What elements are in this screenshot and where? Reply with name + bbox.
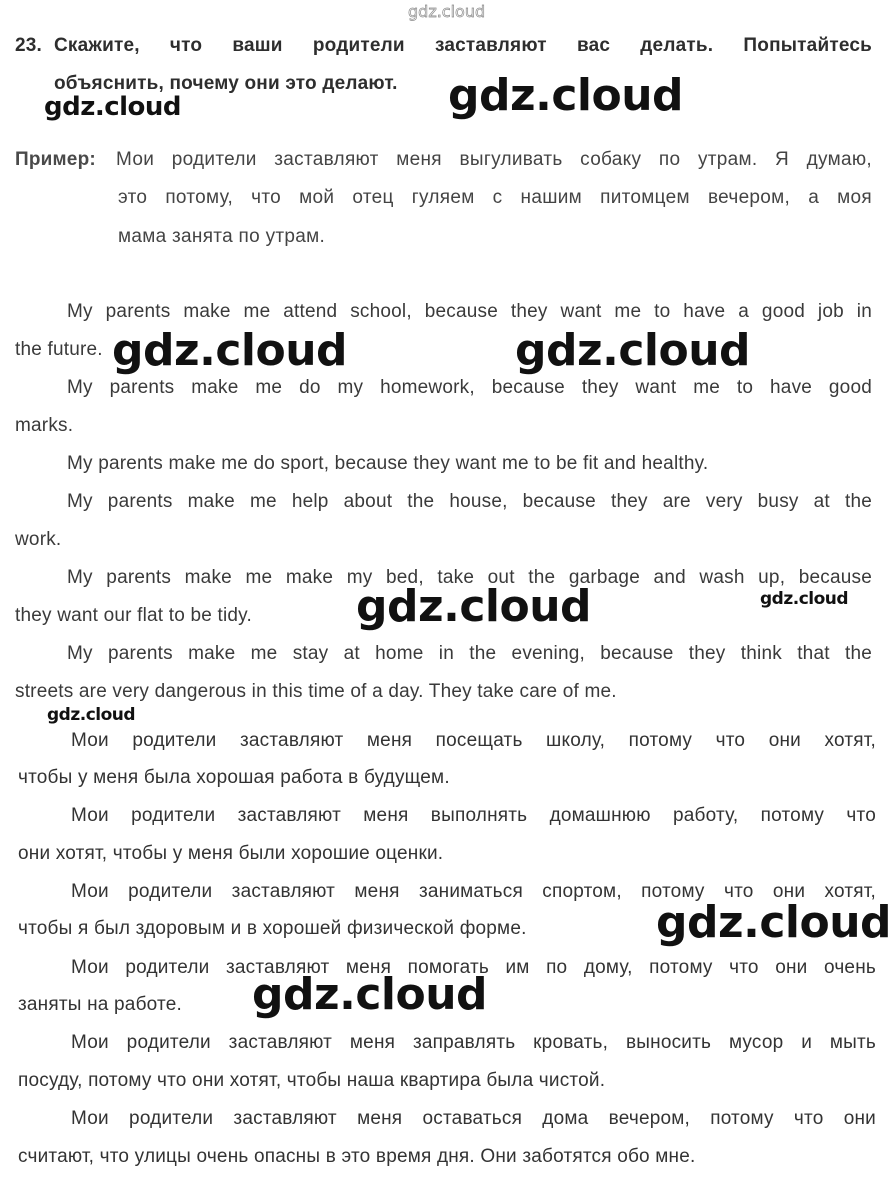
en-p4-line-2: work. xyxy=(15,529,62,550)
ru-p2-line-2: они хотят, чтобы у меня были хорошие оценки. xyxy=(18,843,444,864)
en-p6-line-1: My parents make me stay at home in the evening, because they think that the xyxy=(67,643,872,664)
en-p6-line-2: streets are very dangerous in this time of a day. They take care of me. xyxy=(15,681,617,702)
en-p1-line-2: the future. xyxy=(15,339,103,360)
watermark: gdz.cloud xyxy=(252,969,488,1020)
task-line-1: Скажите, что ваши родители заставляют вас делать. Попытайтесь xyxy=(54,35,872,56)
example-label: Пример: xyxy=(15,149,96,170)
en-p3-line-1: My parents make me do sport, because they want me to be fit and healthy. xyxy=(67,453,709,474)
en-p2-line-2: marks. xyxy=(15,415,74,436)
example-line-3: мама занята по утрам. xyxy=(118,226,326,247)
ru-p1-line-1: Мои родители заставляют меня посещать школу, потому что они хотят, xyxy=(71,730,876,751)
watermark: gdz.cloud xyxy=(656,897,892,948)
task-line-2: объяснить, почему они это делают. xyxy=(54,73,398,94)
watermark: gdz.cloud xyxy=(112,325,348,376)
ru-p6-line-1: Мои родители заставляют меня оставаться дома вечером, потому что они xyxy=(71,1108,876,1129)
task-number: 23. xyxy=(15,35,43,56)
ru-p3-line-2: чтобы я был здоровым и в хорошей физической форме. xyxy=(18,918,527,939)
ru-p4-line-1: Мои родители заставляют меня помогать им по дому, потому что они очень xyxy=(71,957,876,978)
watermark: gdz.cloud xyxy=(448,70,684,121)
watermark: gdz.cloud xyxy=(356,581,592,632)
ru-p5-line-2: посуду, потому что они хотят, чтобы наша квартира была чистой. xyxy=(18,1070,606,1091)
ru-p6-line-2: считают, что улицы очень опасны в это время дня. Они заботятся обо мне. xyxy=(18,1146,696,1167)
en-p2-line-1: My parents make me do my homework, because they want me to have good xyxy=(67,377,872,398)
watermark: gdz.cloud xyxy=(515,325,751,376)
watermark: gdz.cloud xyxy=(47,705,136,725)
watermark: gdz.cloud xyxy=(44,92,182,122)
ru-p1-line-2: чтобы у меня была хорошая работа в будущем. xyxy=(18,767,450,788)
en-p5-line-2: they want our flat to be tidy. xyxy=(15,605,252,626)
example-line-2: это потому, что мой отец гуляем с нашим питомцем вечером, а моя xyxy=(118,187,872,208)
ru-p2-line-1: Мои родители заставляют меня выполнять домашнюю работу, потому что xyxy=(71,805,876,826)
en-p4-line-1: My parents make me help about the house, because they are very busy at the xyxy=(67,491,872,512)
header-watermark: gdz.cloud xyxy=(408,2,486,21)
en-p5-line-1: My parents make me make my bed, take out the garbage and wash up, because xyxy=(67,567,872,588)
en-p1-line-1: My parents make me attend school, because they want me to have a good job in xyxy=(67,301,872,322)
example-line-1: Мои родители заставляют меня выгуливать собаку по утрам. Я думаю, xyxy=(116,149,872,170)
watermark: gdz.cloud xyxy=(760,589,849,609)
ru-p5-line-1: Мои родители заставляют меня заправлять кровать, выносить мусор и мыть xyxy=(71,1032,876,1053)
ru-p3-line-1: Мои родители заставляют меня заниматься спортом, потому что они хотят, xyxy=(71,881,876,902)
ru-p4-line-2: заняты на работе. xyxy=(18,994,182,1015)
